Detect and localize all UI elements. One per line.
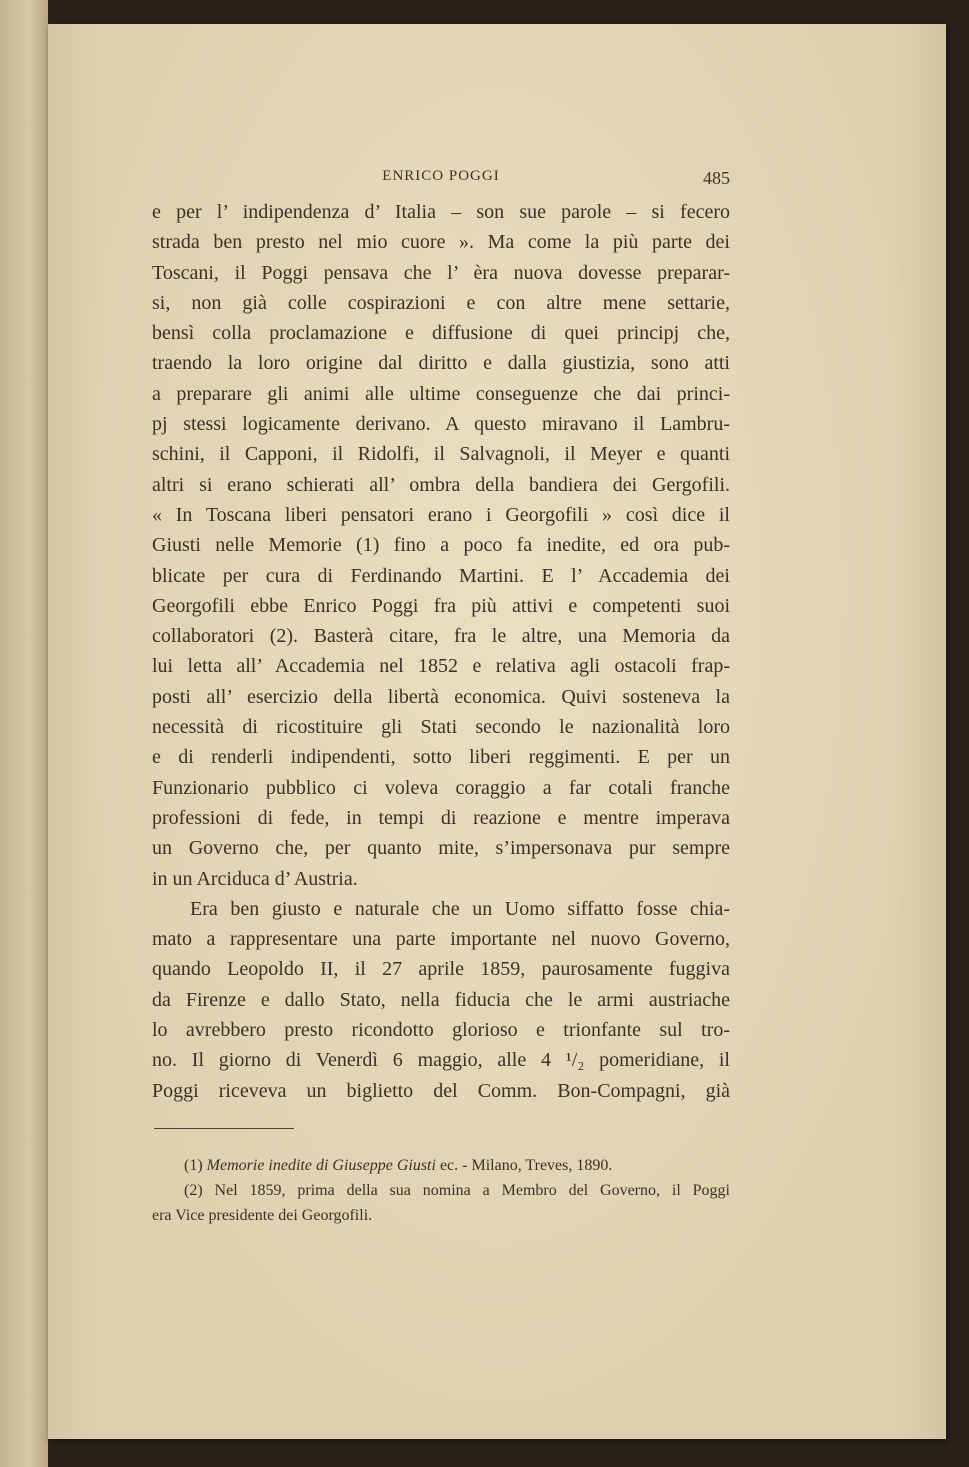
text-line: a preparare gli animi alle ultime conseguenze che dai princi- [152,382,730,405]
left-page-edge [0,0,48,1467]
footnote-2-line-1: (2) Nel 1859, prima della sua nomina a Membro del Governo, il Poggi [184,1182,730,1199]
text-line: e di renderli indipendenti, sotto liberi reggimenti. E per un [152,746,730,769]
text-line: Giusti nelle Memorie (1) fino a poco fa inedite, ed ora pub- [152,534,730,557]
text-line: bensì colla proclamazione e diffusione di quei principj che, [152,322,730,345]
text-line: Georgofili ebbe Enrico Poggi fra più attivi e competenti suoi [152,594,730,617]
text-line: necessità di ricostituire gli Stati secondo le nazionalità loro [152,716,730,739]
body-text [152,197,730,1106]
footnotes [152,1153,730,1228]
text-line: blicate per cura di Ferdinando Martini. E l’ Accademia dei [152,564,730,587]
running-head-title: ENRICO POGGI [382,168,500,184]
text-line: collaboratori (2). Basterà citare, fra le altre, una Memoria da [152,625,730,648]
footnote-divider [154,1128,294,1129]
text-line: si, non già colle cospirazioni e con altre mene settarie, [152,291,730,314]
paragraph-2 [152,894,730,1106]
text-line: mato a rappresentare una parte importante nel nuovo Governo, [152,928,730,951]
text-line: in un Arciduca d’ Austria. [152,867,358,890]
page-number: 485 [703,168,730,188]
text-line: e per l’ indipendenza d’ Italia – son sue parole – si fecero [152,201,730,223]
text-line: strada ben presto nel mio cuore ». Ma come la più parte dei [152,231,730,254]
text-line: « In Toscana liberi pensatori erano i Georgofili » così dice il [152,503,730,526]
text-line: posti all’ esercizio della libertà economica. Quivi sosteneva la [152,685,730,708]
paragraph-1 [152,197,730,894]
text-line: professioni di fede, in tempi di reazione e mentre imperava [152,806,730,829]
text-line: no. Il giorno di Venerdì 6 maggio, alle 4 ¹/₂ pomeridiane, il [152,1049,730,1072]
footnote-1-rest: ec. - Milano, Treves, 1890. [439,1157,613,1174]
footnote-1 [152,1153,730,1178]
footnote-2-line-2: era Vice presidente dei Georgofili. [152,1207,373,1224]
footnote-1-marker: (1) [184,1157,203,1174]
text-line: da Firenze e dallo Stato, nella fiducia che le armi austriache [152,988,730,1011]
text-line: schini, il Capponi, il Ridolfi, il Salvagnoli, il Meyer e quanti [152,443,730,466]
text-line: lui letta all’ Accademia nel 1852 e relativa agli ostacoli frap- [152,655,730,678]
text-line: pj stessi logicamente derivano. A questo miravano il Lambru- [152,413,730,436]
footnote-1-source: Memorie inedite di Giuseppe Giusti [206,1157,436,1174]
text-line: un Governo che, per quanto mite, s’impersonava pur sempre [152,837,730,860]
text-line: Era ben giusto e naturale che un Uomo siffatto fosse chia- [190,897,730,920]
text-line: Funzionario pubblico ci voleva coraggio a far cotali franche [152,776,730,799]
running-head [152,168,730,192]
text-line: lo avrebbero presto ricondotto glorioso e trionfante sul tro- [152,1019,730,1042]
text-line: traendo la loro origine dal diritto e dalla giustizia, sono atti [152,352,730,375]
text-line: Toscani, il Poggi pensava che l’ èra nuova dovesse preparar- [152,261,730,284]
text-line: altri si erano schierati all’ ombra della bandiera dei Gergofili. [152,473,730,496]
text-line: quando Leopoldo II, il 27 aprile 1859, paurosamente fuggiva [152,958,730,981]
text-line: Poggi riceveva un biglietto del Comm. Bon-Compagni, già [152,1079,730,1102]
